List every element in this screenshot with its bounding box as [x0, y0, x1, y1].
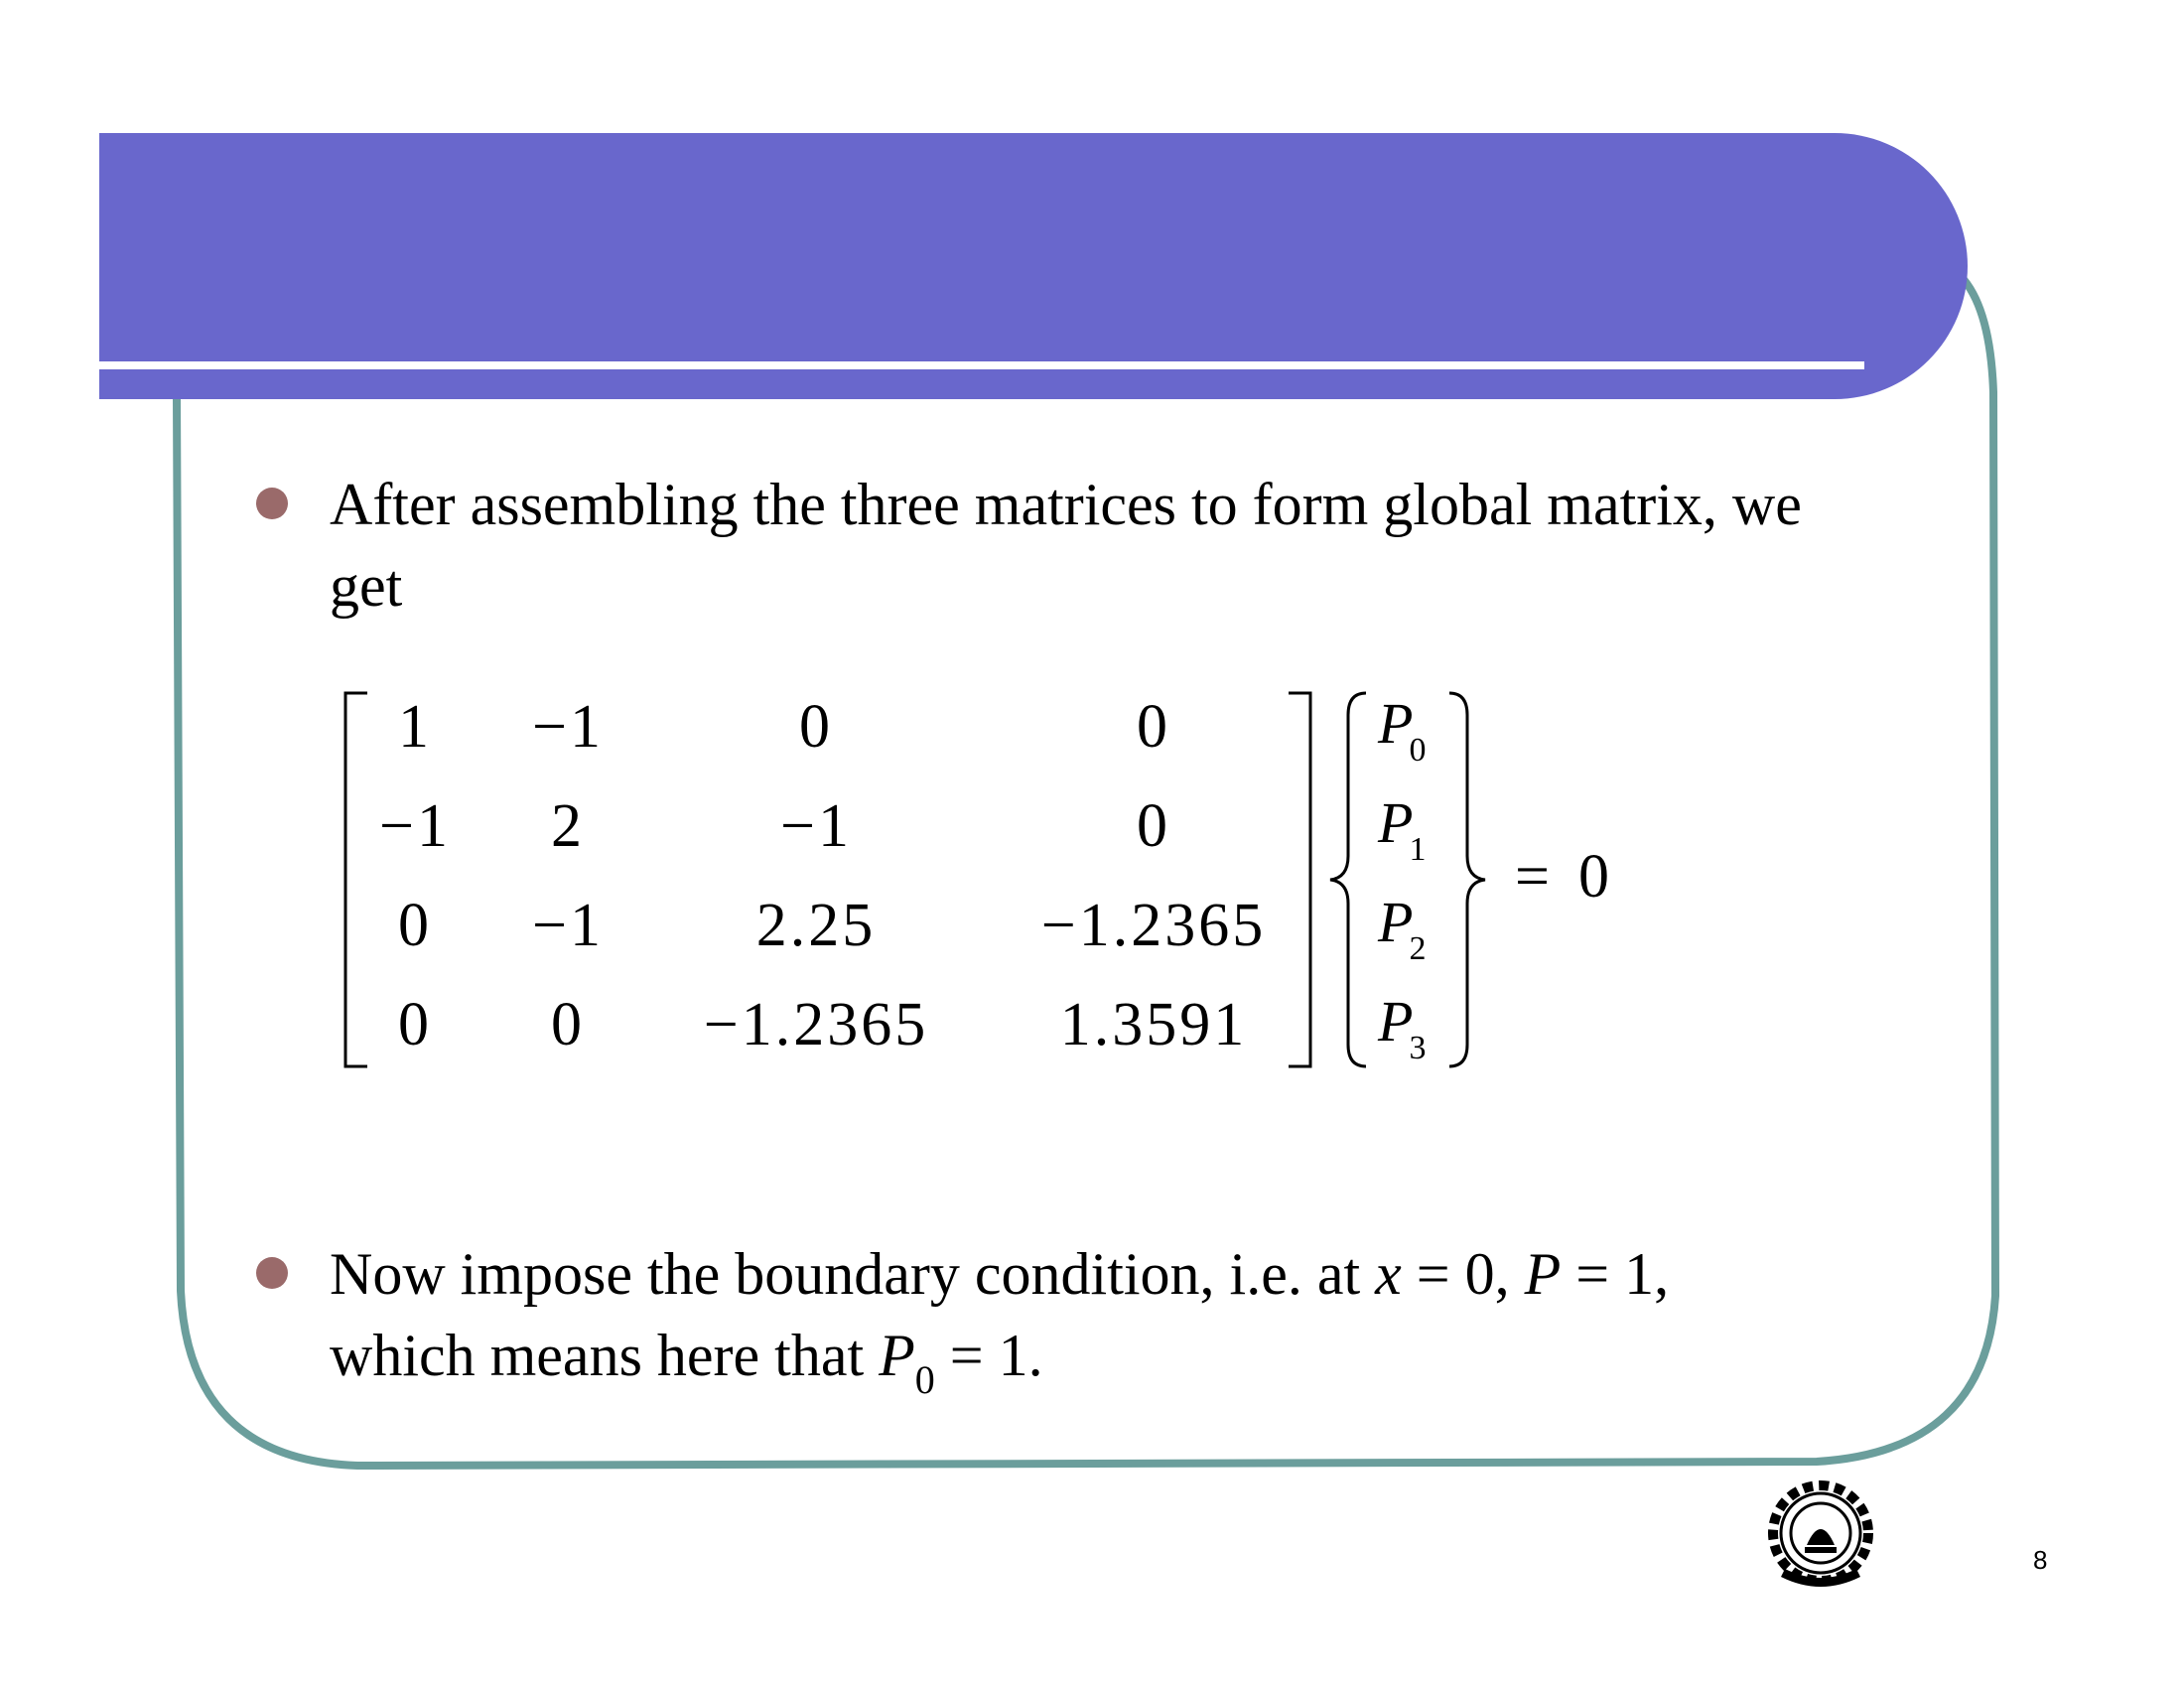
matrix-cell: −1: [532, 693, 604, 761]
matrix-cell: 0: [1137, 693, 1170, 761]
matrix-cell: −1.2365: [1040, 892, 1267, 959]
matrix-cell: 0: [1137, 792, 1170, 860]
text-run: which means here that: [330, 1323, 880, 1388]
vector-symbol: P: [1378, 989, 1414, 1054]
vector-right-brace: [1449, 693, 1485, 1066]
text-run: = 0,: [1401, 1241, 1525, 1307]
subscript: 0: [914, 1357, 935, 1402]
vector-entry: [1378, 789, 1427, 868]
matrix-cell: 0: [398, 991, 432, 1058]
variable-P: P: [1524, 1241, 1562, 1307]
vector-symbol: P: [1378, 890, 1414, 954]
vector-entry: [1378, 988, 1427, 1066]
vector-left-brace: [1330, 693, 1366, 1066]
vector-symbol: P: [1378, 691, 1414, 756]
variable-P: P: [879, 1323, 915, 1388]
page-number: 8: [2033, 1545, 2048, 1575]
matrix-cell: −1: [532, 892, 604, 959]
bullet-1-line-1: After assembling the three matrices to form global matrix, we: [330, 472, 1802, 537]
matrix-cell: 2: [551, 792, 585, 860]
matrix-cell: 1: [398, 693, 432, 761]
vector-subscript: 1: [1409, 831, 1427, 868]
text-run: Now impose the boundary condition, i.e. at: [330, 1241, 1376, 1307]
equals-sign: =: [1515, 843, 1550, 911]
matrix-cell: −1.2365: [703, 991, 929, 1058]
variable-x: x: [1375, 1241, 1402, 1307]
vector-subscript: 2: [1409, 930, 1427, 967]
text-run: = 1.: [934, 1323, 1043, 1388]
vector-entry: [1378, 889, 1427, 967]
bullet-2-line-2: [330, 1315, 1669, 1403]
institute-emblem-icon: [1759, 1474, 1882, 1597]
vector-entry: [1378, 690, 1427, 769]
matrix-cell: 0: [799, 693, 833, 761]
bullet-1-line-2: get: [330, 553, 403, 619]
vector-symbol: P: [1378, 790, 1414, 855]
matrix-cell: −1: [780, 792, 852, 860]
vector-subscript: 0: [1409, 732, 1427, 769]
bullet-2-text: [330, 1233, 1669, 1403]
text-run: = 1,: [1561, 1241, 1670, 1307]
vector-subscript: 3: [1409, 1030, 1427, 1066]
matrix-cell: 1.3591: [1059, 991, 1248, 1058]
rhs-value: 0: [1578, 843, 1609, 911]
matrix-cell: 0: [551, 991, 585, 1058]
bullet-2-line-1: [330, 1233, 1669, 1315]
bullet-dot: [256, 1257, 288, 1289]
matrix-cell: 2.25: [755, 892, 877, 959]
matrix-cell: −1: [379, 792, 451, 860]
matrix-cell: 0: [398, 892, 432, 959]
